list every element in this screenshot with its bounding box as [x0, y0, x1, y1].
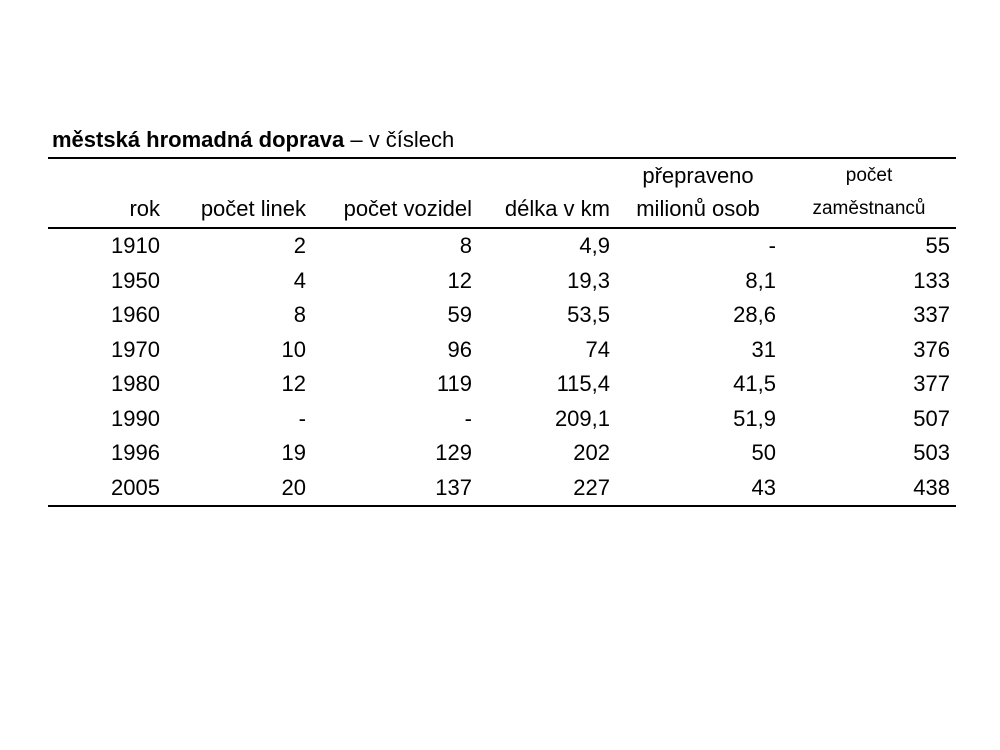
cell-pocet-vozidel: 8: [459, 233, 472, 259]
table-row: [48, 471, 956, 507]
header-zamestnancu-line1: počet: [786, 158, 956, 191]
cell-pocet-linek: 20: [164, 471, 310, 507]
cell-pocet-linek: 2: [293, 233, 306, 259]
cell-pocet-vozidel: -: [464, 405, 472, 431]
cell-zamestnancu: 376: [913, 336, 950, 362]
cell-prepraveno: 41,5: [733, 371, 776, 397]
cell-delka: 19,3: [567, 267, 610, 293]
table-title-rest: – v číslech: [344, 127, 455, 152]
table-row: [48, 402, 956, 437]
header-empty: [476, 158, 614, 191]
cell-prepraveno: 31: [751, 336, 776, 362]
cell-prepraveno: 43: [614, 471, 786, 507]
cell-pocet-linek: 10: [281, 336, 306, 362]
cell-prepraveno: 8,1: [745, 267, 776, 293]
cell-prepraveno: -: [768, 233, 776, 259]
table-row: [48, 367, 956, 402]
cell-zamestnancu: 55: [925, 233, 950, 259]
table-title-bold: městská hromadná doprava: [52, 127, 345, 152]
cell-rok: 1950: [111, 267, 160, 293]
cell-rok: 1980: [111, 371, 160, 397]
cell-rok: 1910: [111, 233, 160, 259]
header-pocet-vozidel: počet vozidel: [310, 191, 476, 228]
cell-zamestnancu: 438: [786, 471, 956, 507]
header-empty: [310, 158, 476, 191]
cell-pocet-vozidel: 12: [447, 267, 472, 293]
cell-prepraveno: 50: [751, 440, 776, 466]
table-row: [48, 264, 956, 299]
header-empty: [48, 158, 164, 191]
header-delka: délka v km: [476, 191, 614, 228]
cell-prepraveno: 28,6: [733, 302, 776, 328]
statistics-table: [48, 157, 956, 507]
cell-zamestnancu: 503: [913, 440, 950, 466]
header-rok: rok: [48, 191, 164, 228]
header-zamestnancu-line2: zaměstnanců: [786, 191, 956, 228]
cell-pocet-linek: 12: [281, 371, 306, 397]
cell-pocet-vozidel: 96: [447, 336, 472, 362]
cell-rok: 2005: [48, 471, 164, 507]
cell-pocet-linek: 4: [293, 267, 306, 293]
cell-rok: 1960: [111, 302, 160, 328]
cell-pocet-vozidel: 137: [310, 471, 476, 507]
cell-rok: 1990: [111, 405, 160, 431]
header-empty: [164, 158, 310, 191]
cell-zamestnancu: 133: [913, 267, 950, 293]
cell-prepraveno: 51,9: [733, 405, 776, 431]
table-row: [48, 228, 956, 264]
cell-zamestnancu: 377: [913, 371, 950, 397]
cell-pocet-linek: 8: [293, 302, 306, 328]
cell-pocet-linek: 19: [281, 440, 306, 466]
cell-delka: 227: [476, 471, 614, 507]
cell-rok: 1970: [111, 336, 160, 362]
header-row-bottom: [48, 191, 956, 228]
cell-zamestnancu: 337: [913, 302, 950, 328]
cell-delka: 115,4: [556, 371, 610, 397]
header-pocet-linek: počet linek: [164, 191, 310, 228]
table-row: [48, 436, 956, 471]
cell-delka: 202: [573, 440, 610, 466]
cell-pocet-vozidel: 119: [436, 371, 472, 397]
cell-pocet-vozidel: 129: [435, 440, 472, 466]
table-row: [48, 298, 956, 333]
cell-delka: 53,5: [567, 302, 610, 328]
table-title: [52, 127, 454, 153]
cell-zamestnancu: 507: [913, 405, 950, 431]
cell-pocet-vozidel: 59: [447, 302, 472, 328]
header-row-top: [48, 158, 956, 191]
cell-rok: 1996: [111, 440, 160, 466]
table-row: [48, 333, 956, 368]
header-prepraveno-line2: milionů osob: [614, 191, 786, 228]
cell-delka: 209,1: [554, 405, 610, 431]
cell-delka: 74: [585, 336, 610, 362]
cell-pocet-linek: -: [298, 405, 306, 431]
cell-delka: 4,9: [579, 233, 610, 259]
header-prepraveno-line1: přepraveno: [614, 158, 786, 191]
